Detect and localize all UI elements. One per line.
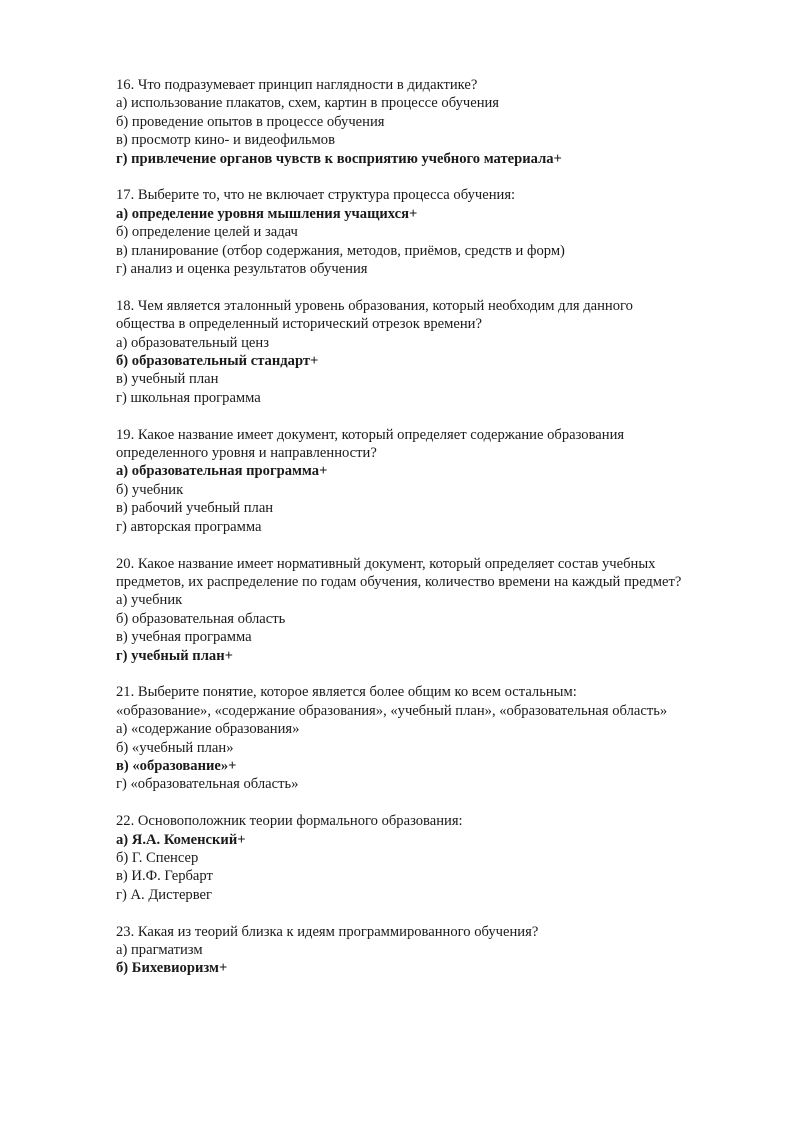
- question-block: [116, 76, 756, 168]
- question-block: [116, 923, 756, 978]
- question-text: 17. Выберите то, что не включает структура процесса обучения:: [116, 187, 516, 204]
- answer-option: б) учебник: [116, 481, 184, 498]
- answer-option: б) Г. Спенсер: [116, 849, 199, 866]
- answer-option: в) учебный план: [116, 371, 219, 388]
- question-text: определенного уровня и направленности?: [116, 445, 377, 462]
- question-text: 16. Что подразумевает принцип наглядности в дидактике?: [116, 77, 478, 93]
- answer-option: а) образовательный ценз: [116, 334, 269, 351]
- question-block: [116, 426, 756, 536]
- question-text: предметов, их распределение по годам обучения, количество времени на каждый предмет?: [116, 573, 682, 590]
- answer-option-correct: а) Я.А. Коменский+: [116, 831, 246, 848]
- answer-option-correct: г) привлечение органов чувств к восприятию учебного материала+: [116, 150, 562, 167]
- question-text: 19. Какое название имеет документ, который определяет содержание образования: [116, 426, 625, 443]
- answer-option-correct: а) определение уровня мышления учащихся+: [116, 205, 418, 222]
- document-page: [116, 76, 756, 996]
- question-block: [116, 812, 756, 904]
- answer-option: а) «содержание образования»: [116, 721, 300, 738]
- answer-option: в) учебная программа: [116, 629, 252, 646]
- question-text: 18. Чем является эталонный уровень образования, который необходим для данного: [116, 297, 633, 314]
- answer-option-correct: в) «образование»+: [116, 757, 237, 774]
- answer-option-correct: б) Бихевиоризм+: [116, 960, 228, 977]
- answer-option: а) учебник: [116, 592, 183, 609]
- question-block: [116, 186, 756, 278]
- answer-option: б) проведение опытов в процессе обучения: [116, 113, 385, 130]
- question-text: 21. Выберите понятие, которое является более общим ко всем остальным:: [116, 684, 577, 701]
- answer-option: а) прагматизм: [116, 941, 203, 958]
- answer-option-correct: г) учебный план+: [116, 647, 233, 664]
- answer-option: г) «образовательная область»: [116, 776, 299, 793]
- answer-option-correct: б) образовательный стандарт+: [116, 353, 319, 370]
- answer-option: г) А. Дистервег: [116, 886, 212, 903]
- answer-option: в) И.Ф. Гербарт: [116, 868, 213, 885]
- answer-option-correct: а) образовательная программа+: [116, 463, 328, 480]
- question-text: 22. Основоположник теории формального образования:: [116, 813, 463, 830]
- answer-option: б) образовательная область: [116, 610, 286, 627]
- answer-option: в) рабочий учебный план: [116, 500, 274, 517]
- answer-option: в) просмотр кино- и видеофильмов: [116, 132, 335, 149]
- answer-option: г) школьная программа: [116, 389, 261, 406]
- answer-option: в) планирование (отбор содержания, методов, приёмов, средств и форм): [116, 242, 565, 259]
- question-block: [116, 555, 756, 665]
- question-text: 20. Какое название имеет нормативный документ, который определяет состав учебных: [116, 555, 656, 572]
- question-text: общества в определенный исторический отрезок времени?: [116, 316, 482, 333]
- answer-option: г) авторская программа: [116, 518, 262, 535]
- question-text: «образование», «содержание образования», «учебный план», «образовательная область»: [116, 702, 668, 719]
- answer-option: г) анализ и оценка результатов обучения: [116, 261, 368, 278]
- answer-option: б) определение целей и задач: [116, 224, 298, 241]
- question-block: [116, 297, 756, 407]
- question-block: [116, 683, 756, 793]
- question-text: 23. Какая из теорий близка к идеям программированного обучения?: [116, 923, 539, 940]
- answer-option: б) «учебный план»: [116, 739, 234, 756]
- answer-option: а) использование плакатов, схем, картин в процессе обучения: [116, 95, 500, 112]
